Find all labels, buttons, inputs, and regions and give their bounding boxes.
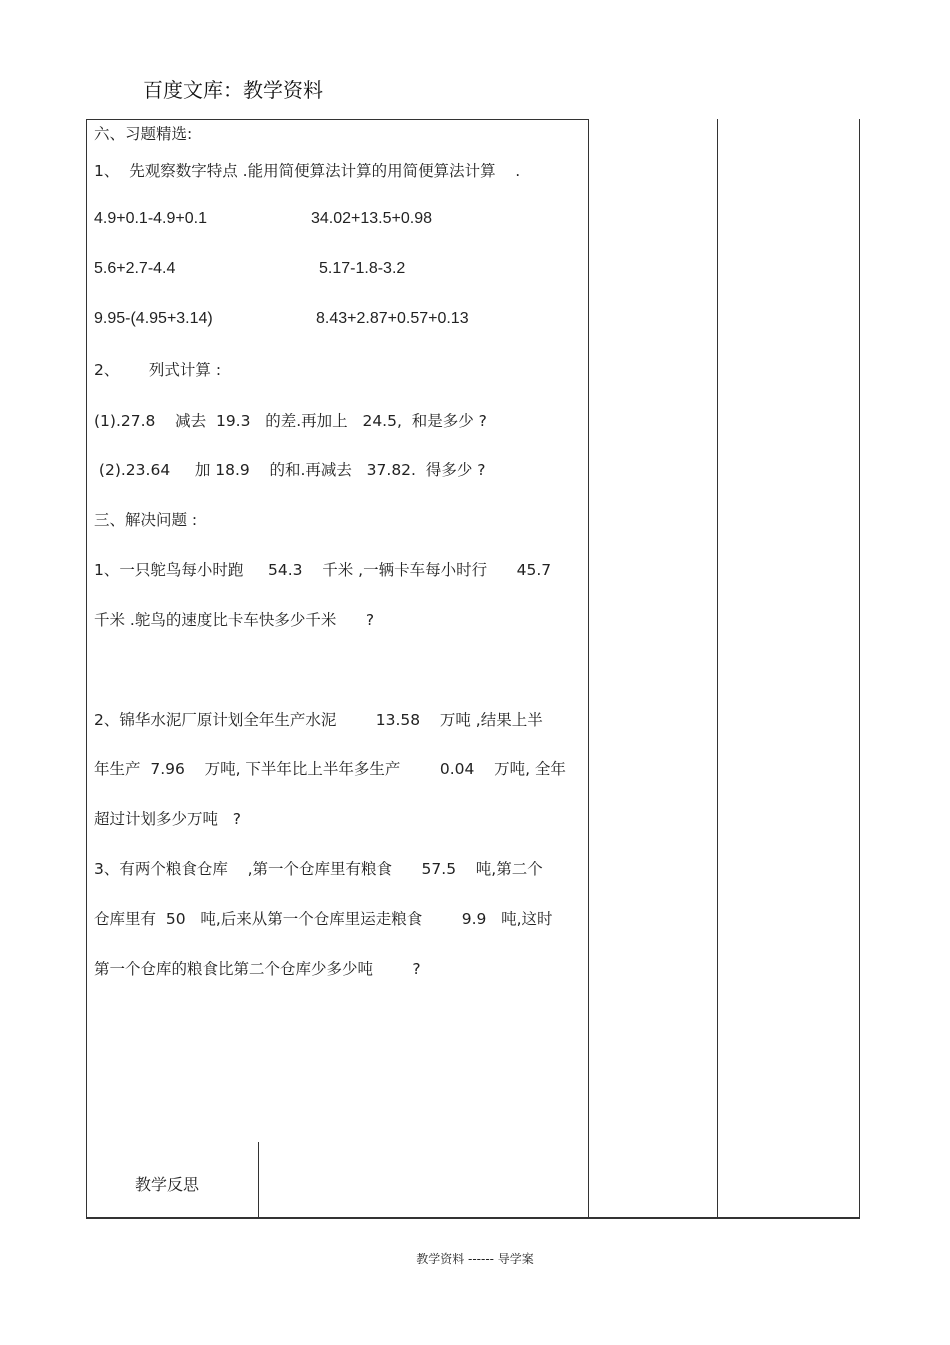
problem-1-line: 千米 .鸵鸟的速度比卡车快多少千米 ?: [94, 611, 375, 629]
expression: 9.95-(4.95+3.14): [94, 310, 213, 327]
question-2-prompt: 2、 列式计算 :: [94, 361, 222, 379]
expression: 4.9+0.1-4.9+0.1: [94, 210, 207, 227]
document-header: 百度文库：教学资料: [143, 78, 323, 102]
section-3-title: 三、解决问题 :: [94, 511, 198, 529]
expression: 5.17-1.8-3.2: [319, 260, 406, 277]
section-6-title: 六、习题精选:: [94, 125, 193, 143]
table-bottom-border: [86, 1217, 860, 1219]
table-divider-2: [717, 119, 718, 1218]
problem-1-line: 1、一只鸵鸟每小时跑 54.3 千米 ,一辆卡车每小时行 45.7: [94, 561, 552, 579]
table-right-border: [859, 119, 860, 1218]
problem-2-line: 超过计划多少万吨 ?: [94, 810, 242, 828]
expression: 5.6+2.7-4.4: [94, 260, 176, 277]
page-footer: 教学资料 ------ 导学案: [416, 1252, 534, 1266]
problem-2-line: 年生产 7.96 万吨, 下半年比上半年多生产 0.04 万吨, 全年: [94, 760, 566, 778]
question-2-item-1: (1).27.8 减去 19.3 的差.再加上 24.5, 和是多少 ?: [94, 412, 487, 430]
table-divider-1: [588, 119, 589, 1218]
problem-3-line: 仓库里有 50 吨,后来从第一个仓库里运走粮食 9.9 吨,这时: [94, 910, 553, 928]
expression: 34.02+13.5+0.98: [311, 210, 433, 227]
question-1-prompt: 1、 先观察数字特点 .能用简便算法计算的用简便算法计算 .: [94, 162, 521, 180]
problem-3-line: 第一个仓库的粮食比第二个仓库少多少吨 ?: [94, 960, 421, 978]
reflection-label: 教学反思: [135, 1175, 200, 1194]
expression: 8.43+2.87+0.57+0.13: [316, 310, 469, 327]
question-2-item-2: (2).23.64 加 18.9 的和.再减去 37.82. 得多少 ?: [94, 461, 486, 479]
reflection-cell-divider: [258, 1142, 259, 1218]
problem-2-line: 2、锦华水泥厂原计划全年生产水泥 13.58 万吨 ,结果上半: [94, 711, 543, 729]
problem-3-line: 3、有两个粮食仓库 ,第一个仓库里有粮食 57.5 吨,第二个: [94, 860, 543, 878]
table-top-border: [86, 119, 589, 120]
table-left-border: [86, 119, 87, 1218]
